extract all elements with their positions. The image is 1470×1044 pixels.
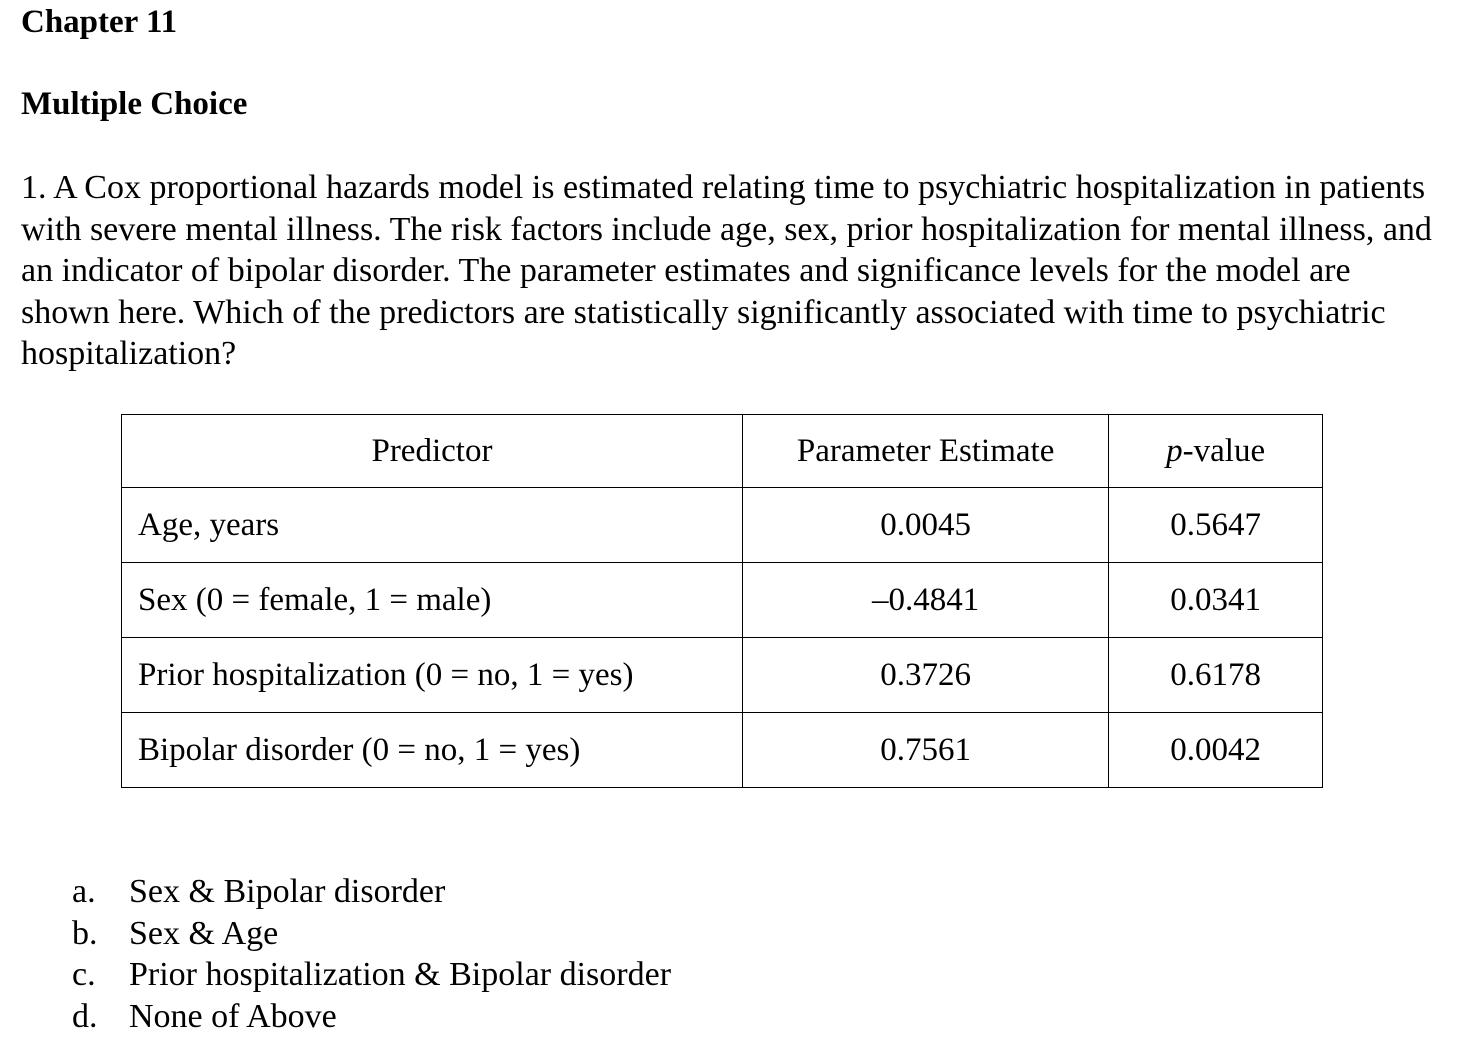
row-estimate: –0.4841 [742,563,1108,638]
choice-text: Sex & Age [129,914,279,952]
header-pvalue [1109,415,1323,488]
row-predictor: Age, years [122,488,743,563]
row-pvalue: 0.0042 [1109,713,1323,788]
row-estimate: 0.7561 [742,713,1108,788]
answer-choice-b[interactable] [72,913,671,955]
header-estimate: Parameter Estimate [742,415,1108,488]
section-title: Multiple Choice [21,86,248,122]
row-predictor: Sex (0 = female, 1 = male) [122,563,743,638]
row-estimate: 0.3726 [742,638,1108,713]
choice-text: None of Above [129,997,337,1035]
answer-choices [72,871,671,1037]
header-predictor: Predictor [122,415,743,488]
row-pvalue: 0.6178 [1109,638,1323,713]
table-row [122,713,1323,788]
choice-letter: d. [72,997,98,1035]
table-header-row [122,415,1323,488]
question-text: 1. A Cox proportional hazards model is estimated relating time to psychiatric hospitalization in patients with severe mental illness. The risk factors include age, sex, prior hospitalization for mental illness, and an indicator of bipolar disorder. The parameter estimates and significance levels for the model are shown here. Which of the predictors are statistically significantly associated with time to psychiatric hospitalization? [21,169,1432,372]
choice-text: Prior hospitalization & Bipolar disorder [129,956,672,993]
header-pvalue-p: p [1166,432,1183,469]
choice-text: Sex & Bipolar disorder [129,873,446,910]
row-pvalue: 0.5647 [1109,488,1323,563]
row-predictor: Prior hospitalization (0 = no, 1 = yes) [122,638,743,713]
answer-choice-d[interactable] [72,996,671,1038]
table-row [122,563,1323,638]
answer-choice-a[interactable] [72,871,671,913]
choice-letter: a. [72,873,96,910]
row-predictor: Bipolar disorder (0 = no, 1 = yes) [122,713,743,788]
choice-letter: b. [72,914,98,952]
header-pvalue-suffix: -value [1182,432,1266,469]
answer-choice-c[interactable] [72,954,671,996]
row-estimate: 0.0045 [742,488,1108,563]
table-row [122,488,1323,563]
choice-letter: c. [72,956,96,993]
chapter-title: Chapter 11 [21,4,178,40]
parameter-table [121,414,1323,788]
row-pvalue: 0.0341 [1109,563,1323,638]
table-row [122,638,1323,713]
